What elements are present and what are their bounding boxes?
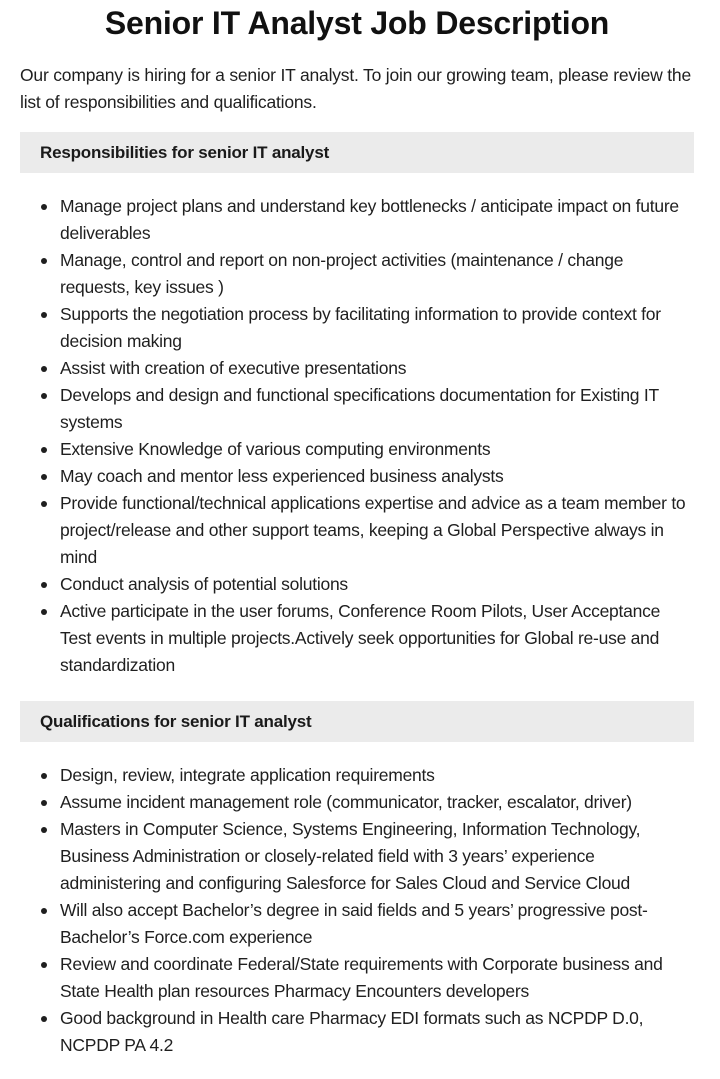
bullet-icon	[41, 501, 47, 507]
responsibilities-heading: Responsibilities for senior IT analyst	[20, 132, 694, 173]
list-item-text: Develops and design and functional specifications documentation for Existing IT systems	[60, 385, 659, 432]
bullet-icon	[41, 474, 47, 480]
list-item	[60, 436, 694, 463]
list-item-text: Provide functional/technical applications expertise and advice as a team member to project/release and other support teams, keeping a Global Perspective always in mind	[60, 493, 686, 567]
bullet-icon	[41, 582, 47, 588]
list-item	[60, 301, 694, 355]
list-item	[60, 1005, 694, 1059]
intro-paragraph: Our company is hiring for a senior IT analyst. To join our growing team, please review the list of responsibilities and qualifications.	[20, 65, 691, 112]
page-title: Senior IT Analyst Job Description	[104, 5, 610, 41]
bullet-icon	[41, 204, 47, 210]
list-item	[60, 382, 694, 436]
bullet-icon	[41, 447, 47, 453]
bullet-icon	[41, 258, 47, 264]
bullet-icon	[41, 609, 47, 615]
list-item	[60, 463, 694, 490]
list-item-text: Extensive Knowledge of various computing environments	[60, 439, 491, 459]
list-item-text: May coach and mentor less experienced business analysts	[60, 466, 504, 486]
list-item-text: Assist with creation of executive presentations	[60, 358, 407, 378]
bullet-icon	[41, 312, 47, 318]
list-item	[60, 247, 694, 301]
list-item	[60, 193, 694, 247]
list-item-text: Manage project plans and understand key bottlenecks / anticipate impact on future deliverables	[60, 196, 679, 243]
list-item-text: Masters in Computer Science, Systems Engineering, Information Technology, Business Administration or closely-related field with 3 years’ experience administering and configuring Salesforce for Sales Cloud and Service Cloud	[60, 819, 641, 893]
bullet-icon	[41, 962, 47, 968]
list-item	[60, 816, 694, 897]
list-item-text: Will also accept Bachelor’s degree in said fields and 5 years’ progressive post-Bachelor’s Force.com experience	[60, 900, 648, 947]
bullet-icon	[41, 800, 47, 806]
list-item-text: Review and coordinate Federal/State requirements with Corporate business and State Health plan resources Pharmacy Encounters developers	[60, 954, 663, 1001]
qualifications-list	[20, 762, 694, 1059]
list-item-text: Manage, control and report on non-project activities (maintenance / change requests, key issues )	[60, 250, 624, 297]
list-item	[60, 789, 694, 816]
list-item	[60, 355, 694, 382]
list-item	[60, 951, 694, 1005]
list-item	[60, 490, 694, 571]
responsibilities-list	[20, 193, 694, 679]
list-item	[60, 897, 694, 951]
list-item	[60, 598, 694, 679]
bullet-icon	[41, 366, 47, 372]
list-item-text: Active participate in the user forums, Conference Room Pilots, User Acceptance Test events in multiple projects.Actively seek opportunities for Global re-use and standardization	[60, 601, 661, 675]
list-item	[60, 571, 694, 598]
bullet-icon	[41, 773, 47, 779]
list-item	[60, 762, 694, 789]
list-item-text: Good background in Health care Pharmacy EDI formats such as NCPDP D.0, NCPDP PA 4.2	[60, 1008, 644, 1055]
list-item-text: Conduct analysis of potential solutions	[60, 574, 348, 594]
list-item-text: Supports the negotiation process by facilitating information to provide context for decision making	[60, 304, 661, 351]
bullet-icon	[41, 1016, 47, 1022]
list-item-text: Assume incident management role (communicator, tracker, escalator, driver)	[60, 792, 632, 812]
bullet-icon	[41, 827, 47, 833]
bullet-icon	[41, 393, 47, 399]
bullet-icon	[41, 908, 47, 914]
list-item-text: Design, review, integrate application requirements	[60, 765, 435, 785]
qualifications-heading: Qualifications for senior IT analyst	[20, 701, 694, 742]
